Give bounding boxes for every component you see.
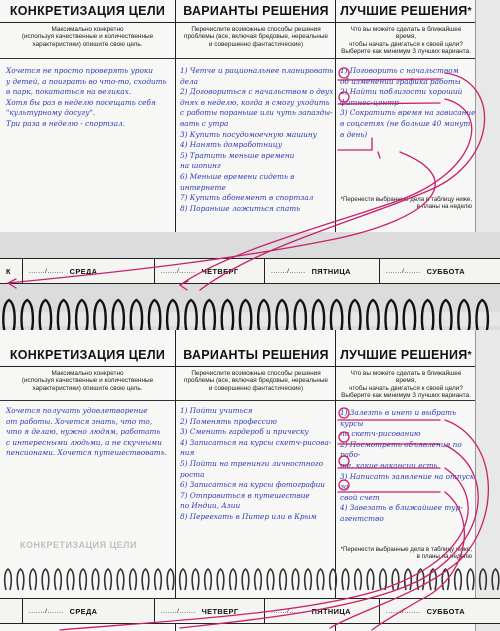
day-name: СРЕДА bbox=[69, 606, 98, 616]
divider bbox=[0, 58, 175, 59]
binding-ring bbox=[242, 569, 249, 590]
goal-text-top: Хочется не просто проверять уроки у детей, а поиграть во что-то, сходить в парк, покататься на великах. Хотя бы раз в неделю посещать себя "культурному досугу". Три раза в неделю - спортзал. bbox=[6, 66, 167, 128]
binding-ring bbox=[455, 569, 462, 590]
best-header-text: ЛУЧШИЕ РЕШЕНИЯ bbox=[340, 4, 468, 18]
footnote-bottom: *Перенести выбранные дела в таблицу ниже, в планы на неделю bbox=[340, 546, 472, 561]
date-placeholder: ......./....... bbox=[386, 267, 421, 275]
binding-ring bbox=[180, 569, 187, 590]
binding-ring bbox=[205, 569, 212, 590]
day-sat-bottom bbox=[379, 599, 500, 623]
binding-ring bbox=[380, 569, 387, 590]
goal-subtitle-top: Максимально конкретно (используя качественные и количественные характеристики) опишите свою цель. bbox=[21, 26, 154, 48]
best-header-mark: * bbox=[467, 5, 472, 17]
binding-ring bbox=[317, 569, 324, 590]
bottom-planner-sheet bbox=[0, 330, 500, 631]
best-header-mark: * bbox=[467, 349, 472, 361]
divider bbox=[336, 400, 476, 401]
options-column-top bbox=[175, 0, 336, 232]
date-placeholder: ......./....... bbox=[271, 267, 306, 275]
binding-ring bbox=[467, 569, 474, 590]
binding-ring bbox=[117, 569, 124, 590]
day-name: СУББОТА bbox=[426, 606, 465, 616]
best-text-top: 1) Поговорить с начальством об изменении графика работы 2) Найти поблизости хороший фитнес-центр 3) Сократить время на зависание в соцсетях (не больше 40 минут в день) bbox=[340, 66, 476, 139]
binding-ring bbox=[192, 569, 199, 590]
options-text-bottom: 1) Пойти учиться 2) Поменять профессию 3) Сменить гардероб и прическу 4) Записаться на курсы скетч-рисова- ния 5) Пойти на тренинги личностного роста 6) Записаться на курсы фотографии 7) Отправиться в путешествие по Индии, Азии 8) Переехать в Питер или в Крым bbox=[180, 406, 332, 521]
binding-ring bbox=[430, 569, 437, 590]
options-text-top: 1) Четче и рациональнее планировать дела 2) Договориться с начальством о двух днях в неделю, когда я смогу уходить с работы пораньше или чуть запазды- вать с утра 3) Купить посудомоечную машину 4) Нанять домработницу 5) Тратить меньше времени на шопинг 6) Меньше времени сидеть в интернете 7) Купить абонемент в спортзал 8) Пораньше ложиться спать bbox=[180, 66, 334, 213]
binding-ring bbox=[330, 569, 337, 590]
binding-ring bbox=[80, 569, 87, 590]
binding-ring bbox=[5, 569, 12, 590]
binding-ring bbox=[92, 569, 99, 590]
binding-ring bbox=[142, 569, 149, 590]
binding-ring bbox=[355, 569, 362, 590]
binding-ring bbox=[417, 569, 424, 590]
day-fragment-top bbox=[0, 259, 22, 283]
goal-header-bottom bbox=[0, 344, 175, 367]
day-name: ЧЕТВЕРГ bbox=[201, 266, 239, 276]
date-placeholder: ......./....... bbox=[29, 607, 64, 615]
date-placeholder: ......./....... bbox=[271, 607, 306, 615]
spiral-binding-lower bbox=[0, 566, 500, 594]
binding-ring bbox=[267, 569, 274, 590]
day-name: ПЯТНИЦА bbox=[311, 606, 351, 616]
goal-header-text: КОНКРЕТИЗАЦИЯ ЦЕЛИ bbox=[9, 4, 166, 18]
day-name: СРЕДА bbox=[69, 266, 98, 276]
options-header-top bbox=[176, 0, 336, 23]
options-header-text: ВАРИАНТЫ РЕШЕНИЯ bbox=[183, 4, 329, 18]
day-name: ЧЕТВЕРГ bbox=[201, 606, 239, 616]
binding-ring bbox=[392, 569, 399, 590]
divider bbox=[176, 58, 336, 59]
divider bbox=[176, 400, 336, 401]
goal-header-text: КОНКРЕТИЗАЦИЯ ЦЕЛИ bbox=[9, 348, 166, 362]
date-placeholder: ......./....... bbox=[386, 607, 421, 615]
day-sat-top bbox=[379, 259, 500, 283]
binding-ring bbox=[17, 569, 24, 590]
week-row-top bbox=[0, 258, 500, 284]
date-placeholder: ......./....... bbox=[161, 267, 196, 275]
day-name: ПЯТНИЦА bbox=[311, 266, 351, 276]
divider bbox=[336, 58, 476, 59]
binding-ring bbox=[30, 569, 37, 590]
binding-ring bbox=[42, 569, 49, 590]
day-fri-top bbox=[264, 259, 380, 283]
binding-ring bbox=[230, 569, 237, 590]
options-header-text: ВАРИАНТЫ РЕШЕНИЯ bbox=[183, 348, 329, 362]
binding-ring bbox=[255, 569, 262, 590]
page-edge-top bbox=[475, 0, 500, 232]
binding-ring bbox=[367, 569, 374, 590]
day-wed-top bbox=[22, 259, 155, 283]
day-fri-bottom bbox=[264, 599, 380, 623]
divider bbox=[0, 400, 175, 401]
binding-ring bbox=[405, 569, 412, 590]
binding-ring bbox=[55, 569, 62, 590]
binding-ring bbox=[67, 569, 74, 590]
best-text-bottom: 1) Залезть в инет и выбрать курсы по скетч-рисованию 2) Посмотреть объявления по рабо- те, какие вакансии есть 3) Написать заявление на отпуск за свой счет 4) Завезать в ближайшее тур- агентство bbox=[340, 408, 475, 523]
date-placeholder: ......./....... bbox=[29, 267, 64, 275]
goal-header-top bbox=[0, 0, 175, 23]
faded-header-stamp: КОНКРЕТИЗАЦИЯ ЦЕЛИ bbox=[20, 540, 137, 550]
binding-ring bbox=[217, 569, 224, 590]
footnote-top: *Перенести выбранные дела в таблицу ниже, в планы на неделю bbox=[340, 196, 472, 211]
week-row-bottom bbox=[0, 598, 500, 624]
options-subtitle-bottom: Перечислите возможные способы решения проблемы (все, включая бредовые, нереальные и совершенно фантастические) bbox=[184, 370, 328, 392]
binding-ring bbox=[167, 569, 174, 590]
top-planner-sheet bbox=[0, 0, 500, 232]
binding-ring bbox=[442, 569, 449, 590]
day-name: СУББОТА bbox=[426, 266, 465, 276]
best-header-top bbox=[336, 0, 476, 23]
day-thu-bottom bbox=[154, 599, 265, 623]
binding-ring bbox=[492, 569, 499, 590]
goal-column-top bbox=[0, 0, 175, 232]
goal-subtitle-bottom: Максимально конкретно (используя качественные и количественные характеристики) опишите свою цель. bbox=[21, 370, 154, 392]
date-placeholder: ......./....... bbox=[161, 607, 196, 615]
goal-text-bottom: Хочется получать удовлетворение от работы. Хочется знать, что то, что я делаю, нужно людям, работать с интересными людьми, а не скучными пенсионами. Хочется путешествовать. bbox=[6, 406, 168, 458]
day-fragment-name: К bbox=[6, 266, 11, 276]
day-thu-top bbox=[154, 259, 265, 283]
best-column-top bbox=[335, 0, 476, 232]
best-header-bottom bbox=[336, 344, 476, 367]
day-wed-bottom bbox=[22, 599, 155, 623]
best-subtitle-top: Что вы можете сделать в ближайшее время, чтобы начать двигаться к своей цели? Выберите как минимум 3 лучших варианта. bbox=[341, 26, 471, 56]
binding-ring bbox=[305, 569, 312, 590]
best-header-text: ЛУЧШИЕ РЕШЕНИЯ bbox=[340, 348, 468, 362]
best-subtitle-bottom: Что вы можете сделать в ближайшее время, чтобы начать двигаться к своей цели? Выберите как минимум 3 лучших варианта. bbox=[341, 370, 471, 400]
binding-ring bbox=[280, 569, 287, 590]
options-subtitle-top: Перечислите возможные способы решения проблемы (все, включая бредовые, нереальные и совершенно фантастические) bbox=[184, 26, 328, 48]
binding-ring bbox=[292, 569, 299, 590]
options-header-bottom bbox=[176, 344, 336, 367]
binding-ring bbox=[105, 569, 112, 590]
binding-ring bbox=[480, 569, 487, 590]
binding-ring bbox=[342, 569, 349, 590]
binding-ring bbox=[130, 569, 137, 590]
binding-ring bbox=[155, 569, 162, 590]
